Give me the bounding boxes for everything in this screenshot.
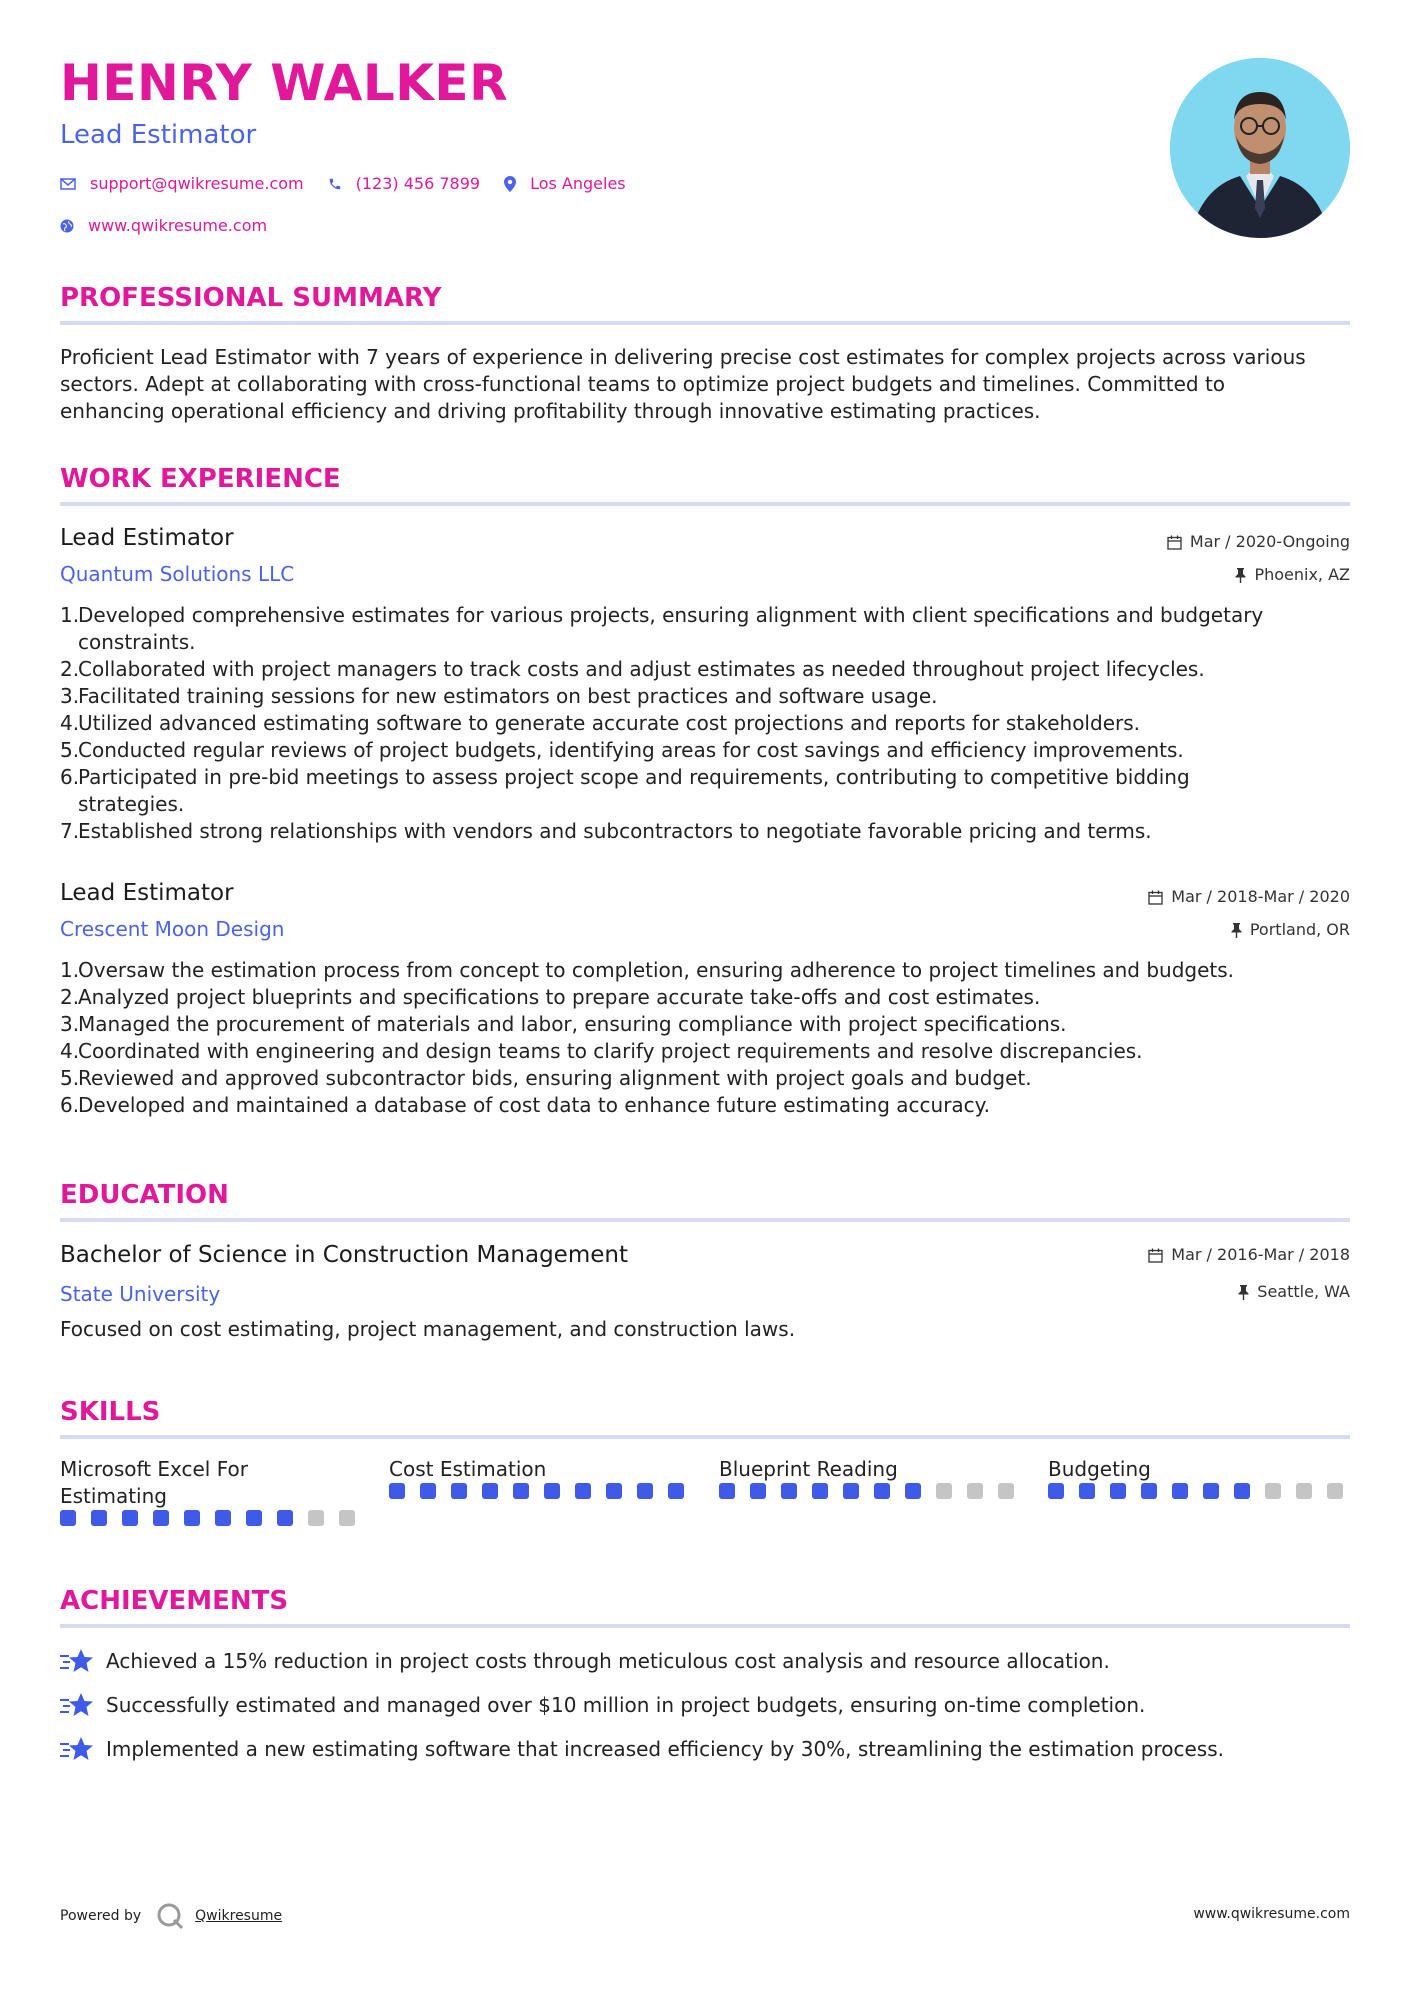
bullet-item (60, 1065, 1350, 1092)
job-dates-text: Mar / 2020-Ongoing (1189, 532, 1350, 551)
skill-item (1048, 1456, 1348, 1499)
bullet-number: 6. (60, 1093, 80, 1117)
bullet-text: Conducted regular reviews of project budgets, identifying areas for cost savings and efficiency improvements. (78, 738, 1184, 762)
bullet-number: 6. (60, 765, 80, 789)
job-location-text: Portland, OR (1249, 920, 1350, 939)
bullet-text: constraints. (78, 630, 196, 654)
skill-rating (60, 1510, 360, 1526)
website-text: www.qwikresume.com (88, 216, 268, 235)
skill-name (389, 1456, 689, 1483)
skill-dot-filled (668, 1483, 684, 1499)
phone-text: (123) 456 7899 (355, 174, 481, 193)
achievements-heading: ACHIEVEMENTS (60, 1586, 289, 1616)
pushpin-icon (1231, 923, 1242, 938)
calendar-icon (1148, 890, 1163, 905)
skill-dot-filled (60, 1510, 76, 1526)
job-dates (1167, 534, 1350, 550)
phone-item[interactable] (328, 174, 480, 193)
bullet-text: Utilized advanced estimating software to generate accurate cost projections and reports for stakeholders. (78, 711, 1140, 735)
skill-dot-filled (575, 1483, 591, 1499)
skill-dot-filled (843, 1483, 859, 1499)
skill-dot-filled (482, 1483, 498, 1499)
map-pin-icon (504, 176, 516, 192)
skill-name-line: Microsoft Excel For (60, 1457, 248, 1481)
profile-photo (1170, 58, 1350, 238)
bullet-number: 2. (60, 985, 80, 1009)
candidate-role: Lead Estimator (60, 120, 257, 150)
bullet-text: Developed comprehensive estimates for various projects, ensuring alignment with client specifications and budgetary (78, 603, 1264, 627)
section-divider (60, 1218, 1350, 1222)
skill-dot-filled (420, 1483, 436, 1499)
candidate-name: HENRY WALKER (60, 54, 509, 112)
skill-dot-filled (637, 1483, 653, 1499)
skill-rating (1048, 1483, 1348, 1499)
bullet-number: 4. (60, 1039, 80, 1063)
skill-dot-empty (339, 1510, 355, 1526)
bullet-number (60, 629, 78, 656)
skill-dot-filled (153, 1510, 169, 1526)
skill-dot-empty (1296, 1483, 1312, 1499)
resume-page (60, 0, 1350, 1990)
location-text: Los Angeles (530, 174, 626, 193)
skill-dot-filled (905, 1483, 921, 1499)
skill-item (719, 1456, 1019, 1499)
footer-website[interactable]: www.qwikresume.com (1193, 1906, 1350, 1922)
skill-dot-empty (308, 1510, 324, 1526)
bullet-item (60, 683, 1350, 710)
bullet-item (60, 957, 1350, 984)
bullet-number: 1. (60, 958, 80, 982)
email-item[interactable] (60, 174, 304, 193)
skill-name-line: Blueprint Reading (719, 1457, 898, 1481)
skill-name (60, 1456, 360, 1510)
skills-heading: SKILLS (60, 1397, 161, 1427)
bullet-number: 7. (60, 819, 80, 843)
job-location (1231, 922, 1350, 938)
skill-dot-filled (1234, 1483, 1250, 1499)
calendar-icon (1148, 1248, 1163, 1263)
job-dates (1148, 889, 1350, 905)
star-icon (60, 1692, 94, 1718)
footer-branding (60, 1901, 282, 1931)
summary-line: Proficient Lead Estimator with 7 years of experience in delivering precise cost estimates for complex projects across various (60, 345, 1306, 369)
bullet-item (60, 710, 1350, 737)
bullet-number: 2. (60, 657, 80, 681)
skill-item (60, 1456, 360, 1526)
pushpin-icon (1235, 568, 1246, 583)
phone-icon (328, 177, 342, 191)
envelope-icon (60, 178, 76, 190)
bullet-item (60, 1092, 1350, 1119)
skill-dot-filled (246, 1510, 262, 1526)
contact-row-web (60, 216, 291, 235)
skill-dot-filled (122, 1510, 138, 1526)
bullet-number: 3. (60, 1012, 80, 1036)
skill-rating (389, 1483, 689, 1499)
star-icon (60, 1736, 94, 1762)
education-dates-text: Mar / 2016-Mar / 2018 (1171, 1245, 1350, 1264)
skill-dot-empty (1265, 1483, 1281, 1499)
bullet-item (60, 656, 1350, 683)
pushpin-icon (1238, 1285, 1249, 1300)
education-location-text: Seattle, WA (1257, 1282, 1350, 1301)
bullet-item (60, 1011, 1350, 1038)
bullet-text: Developed and maintained a database of cost data to enhance future estimating accuracy. (78, 1093, 991, 1117)
job-title: Lead Estimator (60, 880, 234, 906)
skill-dot-filled (874, 1483, 890, 1499)
bullet-number: 5. (60, 1066, 80, 1090)
skill-dot-filled (184, 1510, 200, 1526)
education-description: Focused on cost estimating, project management, and construction laws. (60, 1317, 796, 1341)
bullet-text: Analyzed project blueprints and specifications to prepare accurate take-offs and cost estimates. (78, 985, 1041, 1009)
skill-item (389, 1456, 689, 1499)
section-divider (60, 502, 1350, 506)
summary-line: enhancing operational efficiency and driving profitability through innovative estimating practices. (60, 399, 1041, 423)
skill-dot-filled (91, 1510, 107, 1526)
school-name: State University (60, 1282, 221, 1306)
skill-dot-filled (215, 1510, 231, 1526)
bullet-text: strategies. (78, 792, 185, 816)
skill-dot-filled (1079, 1483, 1095, 1499)
qwikresume-logo-icon (155, 1901, 185, 1931)
skill-dot-filled (1110, 1483, 1126, 1499)
skill-name-line: Budgeting (1048, 1457, 1151, 1481)
degree-title: Bachelor of Science in Construction Management (60, 1242, 628, 1268)
skill-dot-empty (967, 1483, 983, 1499)
skill-dot-filled (719, 1483, 735, 1499)
website-item[interactable] (60, 216, 267, 235)
skill-name-line: Estimating (60, 1484, 167, 1508)
skill-dot-filled (513, 1483, 529, 1499)
globe-icon (60, 219, 74, 233)
section-divider (60, 1435, 1350, 1439)
brand-link[interactable]: Qwikresume (195, 1908, 283, 1924)
bullet-item (60, 602, 1350, 629)
bullet-text: Participated in pre-bid meetings to assess project scope and requirements, contributing to competitive bidding (78, 765, 1190, 789)
bullet-text: Managed the procurement of materials and labor, ensuring compliance with project specifications. (78, 1012, 1067, 1036)
bullet-number: 5. (60, 738, 80, 762)
powered-by-label: Powered by (60, 1908, 142, 1924)
achievement-item (60, 1692, 1145, 1718)
job-bullets (60, 957, 1350, 1119)
achievement-item (60, 1736, 1224, 1762)
bullet-item (60, 1038, 1350, 1065)
skill-dot-filled (544, 1483, 560, 1499)
skill-dot-filled (1172, 1483, 1188, 1499)
summary-text (60, 344, 1350, 425)
education-location (1238, 1284, 1350, 1300)
bullet-number: 1. (60, 603, 80, 627)
section-divider (60, 1624, 1350, 1628)
job-location (1235, 567, 1350, 583)
skill-dot-empty (998, 1483, 1014, 1499)
job-location-text: Phoenix, AZ (1254, 565, 1350, 584)
bullet-text: Collaborated with project managers to track costs and adjust estimates as needed throughout project lifecycles. (78, 657, 1205, 681)
skill-dot-filled (781, 1483, 797, 1499)
bullet-item (60, 791, 1350, 818)
email-text: support@qwikresume.com (90, 174, 304, 193)
contact-row (60, 174, 650, 193)
achievement-text: Implemented a new estimating software that increased efficiency by 30%, streamlining the estimation process. (106, 1737, 1224, 1761)
bullet-item (60, 629, 1350, 656)
star-icon (60, 1648, 94, 1674)
achievement-text: Successfully estimated and managed over $10 million in project budgets, ensuring on-time completion. (106, 1693, 1146, 1717)
summary-heading: PROFESSIONAL SUMMARY (60, 283, 442, 313)
achievement-text: Achieved a 15% reduction in project costs through meticulous cost analysis and resource allocation. (106, 1649, 1110, 1673)
bullet-text: Established strong relationships with vendors and subcontractors to negotiate favorable pricing and terms. (78, 819, 1152, 843)
bullet-number (60, 791, 78, 818)
skill-dot-filled (451, 1483, 467, 1499)
skill-dot-filled (1141, 1483, 1157, 1499)
company-name: Quantum Solutions LLC (60, 562, 295, 586)
job-dates-text: Mar / 2018-Mar / 2020 (1171, 887, 1350, 906)
bullet-text: Coordinated with engineering and design teams to clarify project requirements and resolve discrepancies. (78, 1039, 1143, 1063)
bullet-item (60, 737, 1350, 764)
job-bullets (60, 602, 1350, 845)
skill-dot-filled (812, 1483, 828, 1499)
summary-line: sectors. Adept at collaborating with cross-functional teams to optimize project budgets and timelines. Committed to (60, 372, 1226, 396)
job-title: Lead Estimator (60, 525, 234, 551)
skill-dot-empty (936, 1483, 952, 1499)
company-name: Crescent Moon Design (60, 917, 285, 941)
experience-heading: WORK EXPERIENCE (60, 464, 341, 494)
education-heading: EDUCATION (60, 1180, 229, 1210)
bullet-item (60, 764, 1350, 791)
education-dates (1148, 1247, 1350, 1263)
bullet-text: Reviewed and approved subcontractor bids, ensuring alignment with project goals and budget. (78, 1066, 1032, 1090)
person-portrait-icon (1170, 58, 1350, 238)
bullet-number: 4. (60, 711, 80, 735)
bullet-item (60, 984, 1350, 1011)
skill-name-line: Cost Estimation (389, 1457, 547, 1481)
bullet-number: 3. (60, 684, 80, 708)
location-item (504, 174, 626, 193)
skill-name (719, 1456, 1019, 1483)
bullet-item (60, 818, 1350, 845)
achievement-item (60, 1648, 1110, 1674)
skill-dot-filled (750, 1483, 766, 1499)
skill-dot-empty (1327, 1483, 1343, 1499)
bullet-text: Facilitated training sessions for new estimators on best practices and software usage. (78, 684, 938, 708)
calendar-icon (1167, 535, 1182, 550)
skill-dot-filled (277, 1510, 293, 1526)
skill-dot-filled (389, 1483, 405, 1499)
skill-dot-filled (1048, 1483, 1064, 1499)
section-divider (60, 321, 1350, 325)
skill-dot-filled (606, 1483, 622, 1499)
bullet-text: Oversaw the estimation process from concept to completion, ensuring adherence to project timelines and budgets. (78, 958, 1235, 982)
skill-rating (719, 1483, 1019, 1499)
skill-name (1048, 1456, 1348, 1483)
skill-dot-filled (1203, 1483, 1219, 1499)
